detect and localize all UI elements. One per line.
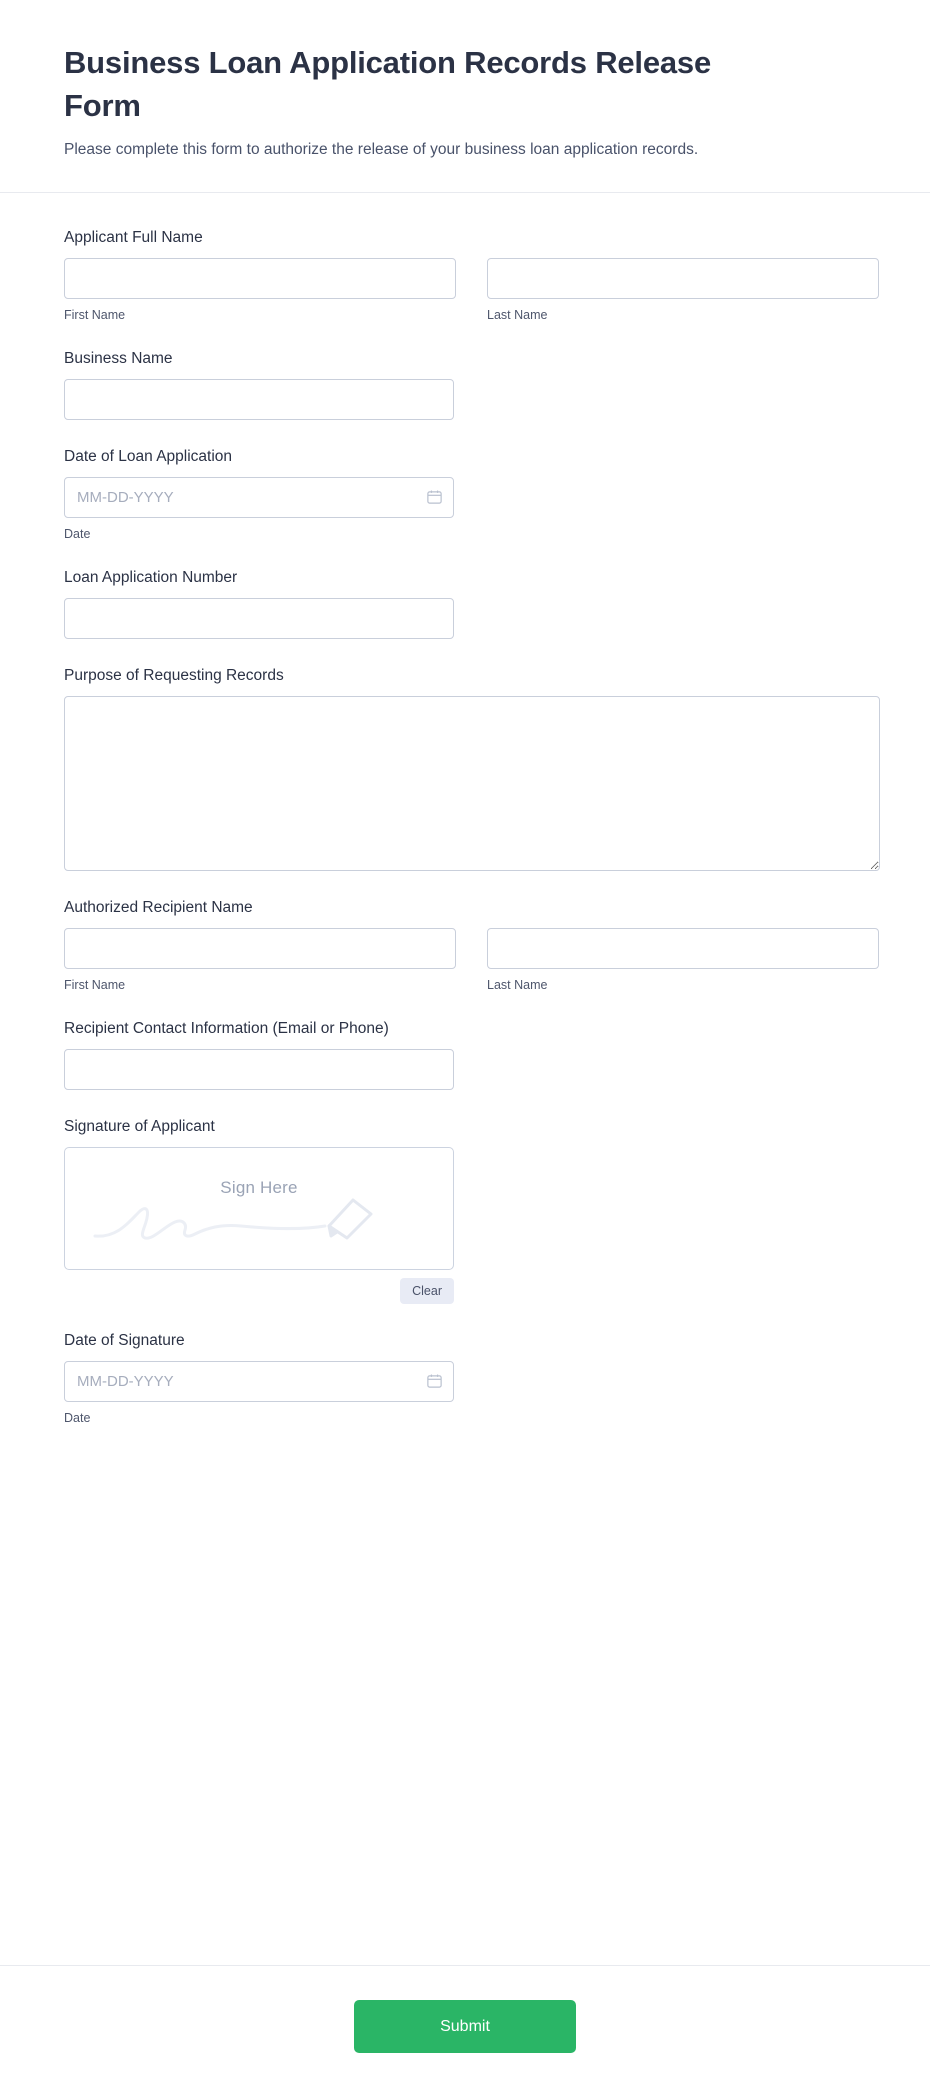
recipient-contact-input[interactable]	[64, 1049, 454, 1090]
page-title: Business Loan Application Records Release Form	[64, 45, 712, 123]
signature-clear-row	[64, 1278, 454, 1304]
form-header	[0, 0, 930, 193]
loan-date-wrapper	[64, 477, 454, 518]
page-subtitle: Please complete this form to authorize the release of your business loan application records.	[64, 140, 699, 158]
submit-button[interactable]: Submit	[354, 2000, 576, 2053]
loan-number-col	[64, 598, 454, 639]
applicant-last-name-sublabel: Last Name	[487, 307, 548, 322]
clear-signature-button[interactable]: Clear	[400, 1278, 454, 1304]
applicant-last-name-col	[487, 258, 879, 322]
field-date-of-signature	[64, 1332, 866, 1425]
signature-date-input[interactable]	[64, 1361, 454, 1402]
field-signature-of-applicant	[64, 1118, 866, 1304]
field-loan-application-number	[64, 569, 866, 639]
loan-date-sublabel: Date	[64, 526, 91, 541]
field-applicant-full-name	[64, 229, 866, 322]
field-label: Business Name	[64, 349, 173, 367]
field-label: Loan Application Number	[64, 568, 238, 586]
recipient-last-name-col	[487, 928, 879, 992]
field-business-name	[64, 350, 866, 420]
field-label: Applicant Full Name	[64, 228, 203, 246]
recipient-name-row	[64, 928, 866, 992]
field-recipient-contact-information	[64, 1020, 866, 1090]
applicant-first-name-col	[64, 258, 456, 322]
name-row	[64, 258, 866, 322]
recipient-contact-col	[64, 1049, 454, 1090]
applicant-first-name-sublabel: First Name	[64, 307, 126, 322]
purpose-textarea[interactable]	[64, 696, 880, 871]
recipient-last-name-sublabel: Last Name	[487, 977, 548, 992]
loan-application-date-input[interactable]	[64, 477, 454, 518]
business-name-col	[64, 379, 454, 420]
form-body	[0, 193, 930, 1933]
field-authorized-recipient-name	[64, 899, 866, 992]
field-label: Date of Loan Application	[64, 447, 233, 465]
field-label: Date of Signature	[64, 1331, 185, 1349]
field-label: Recipient Contact Information (Email or Phone)	[64, 1019, 389, 1037]
business-name-input[interactable]	[64, 379, 454, 420]
field-loan-application-date	[64, 448, 866, 541]
signature-hint-text: Sign Here	[220, 1177, 298, 1197]
recipient-first-name-col	[64, 928, 456, 992]
applicant-last-name-input[interactable]	[487, 258, 879, 299]
field-label: Signature of Applicant	[64, 1117, 215, 1135]
signature-date-wrapper	[64, 1361, 454, 1402]
recipient-last-name-input[interactable]	[487, 928, 879, 969]
field-label: Authorized Recipient Name	[64, 898, 253, 916]
recipient-first-name-sublabel: First Name	[64, 977, 126, 992]
form-footer	[0, 1965, 930, 2093]
signature-pen-icon	[91, 1192, 391, 1259]
loan-application-number-input[interactable]	[64, 598, 454, 639]
signature-pad[interactable]	[64, 1147, 454, 1270]
field-label: Purpose of Requesting Records	[64, 666, 284, 684]
field-purpose-of-request	[64, 667, 866, 871]
applicant-first-name-input[interactable]	[64, 258, 456, 299]
recipient-first-name-input[interactable]	[64, 928, 456, 969]
signature-date-sublabel: Date	[64, 1410, 91, 1425]
